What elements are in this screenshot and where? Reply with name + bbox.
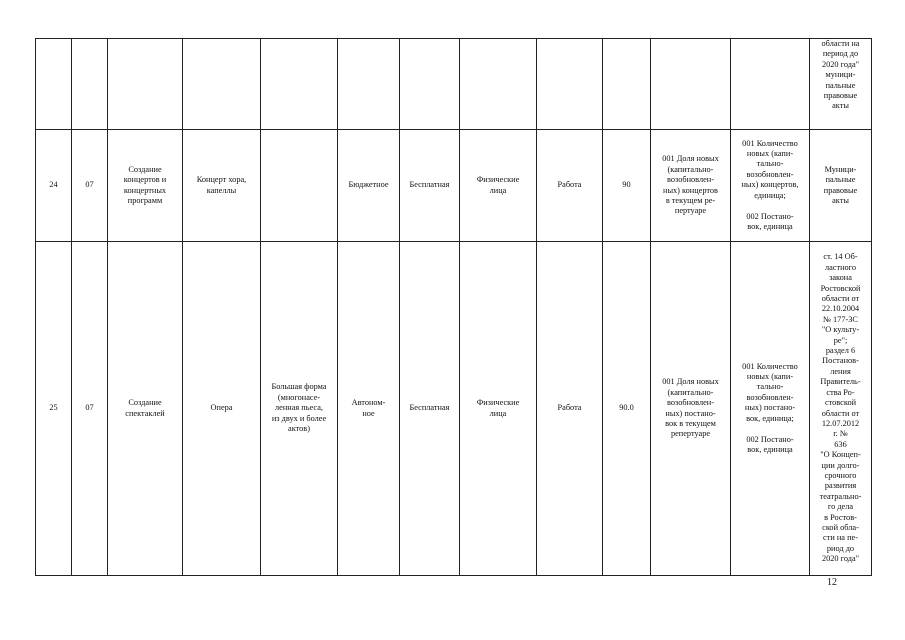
volume-indicator: 001 Количество новых (капи- тально- возобновлен- ных) постано- вок, единица; 002 Постано- вок, единица (731, 242, 810, 576)
activity-code: 07 (72, 130, 108, 242)
consumer-category: Физические лица (460, 130, 537, 242)
okved-code (603, 39, 651, 130)
row-number: 24 (36, 130, 72, 242)
payment-type: Бесплатная (400, 130, 460, 242)
service-kind (537, 39, 603, 130)
okved-code: 90 (603, 130, 651, 242)
quality-indicator: 001 Доля новых (капитально- возобновлен- ных) постано- вок в текущем репертуаре (651, 242, 731, 576)
table-row (36, 130, 872, 242)
consumer-category: Физические лица (460, 242, 537, 576)
activity-code (72, 39, 108, 130)
service-content-1 (183, 39, 261, 130)
service-kind: Работа (537, 130, 603, 242)
row-number: 25 (36, 242, 72, 576)
volume-indicator (731, 39, 810, 130)
institution-type (338, 39, 400, 130)
quality-indicator (651, 39, 731, 130)
service-name (108, 39, 183, 130)
service-content-2: Большая форма (многонасе- ленная пьеса, из двух и более актов) (261, 242, 338, 576)
quality-indicator: 001 Доля новых (капитально- возобновлен- ных) концертов в текущем ре- пертуаре (651, 130, 731, 242)
service-kind: Работа (537, 242, 603, 576)
table-row (36, 39, 872, 130)
service-name: Создание спектаклей (108, 242, 183, 576)
service-content-1: Концерт хора, капеллы (183, 130, 261, 242)
row-number (36, 39, 72, 130)
legal-basis: Муници- пальные правовые акты (810, 130, 872, 242)
institution-type: Бюджетное (338, 130, 400, 242)
payment-type: Бесплатная (400, 242, 460, 576)
services-registry-table (35, 38, 872, 576)
service-content-2 (261, 130, 338, 242)
legal-basis: ст. 14 Об- ластного закона Ростовской области от 22.10.2004 № 177-ЗС "О культу- ре"; раздел 6 Постанов- ления Правитель- ства Ро- стовской области от 12.07.2012 г. № 636 "О Концеп- ции долго- срочного развития театрально- го дела в Ростов- ской обла- сти на пе- риод до 2020 года" (810, 242, 872, 576)
activity-code: 07 (72, 242, 108, 576)
volume-indicator: 001 Количество новых (капи- тально- возобновлен- ных) концертов, единица; 002 Постано- вок, единица (731, 130, 810, 242)
service-name: Создание концертов и концертных программ (108, 130, 183, 242)
service-content-2 (261, 39, 338, 130)
payment-type (400, 39, 460, 130)
page-number: 12 (827, 577, 837, 588)
institution-type: Автоном- ное (338, 242, 400, 576)
legal-basis: области на период до 2020 года" муници- пальные правовые акты (810, 39, 872, 130)
okved-code: 90.0 (603, 242, 651, 576)
service-content-1: Опера (183, 242, 261, 576)
consumer-category (460, 39, 537, 130)
table-row (36, 242, 872, 576)
